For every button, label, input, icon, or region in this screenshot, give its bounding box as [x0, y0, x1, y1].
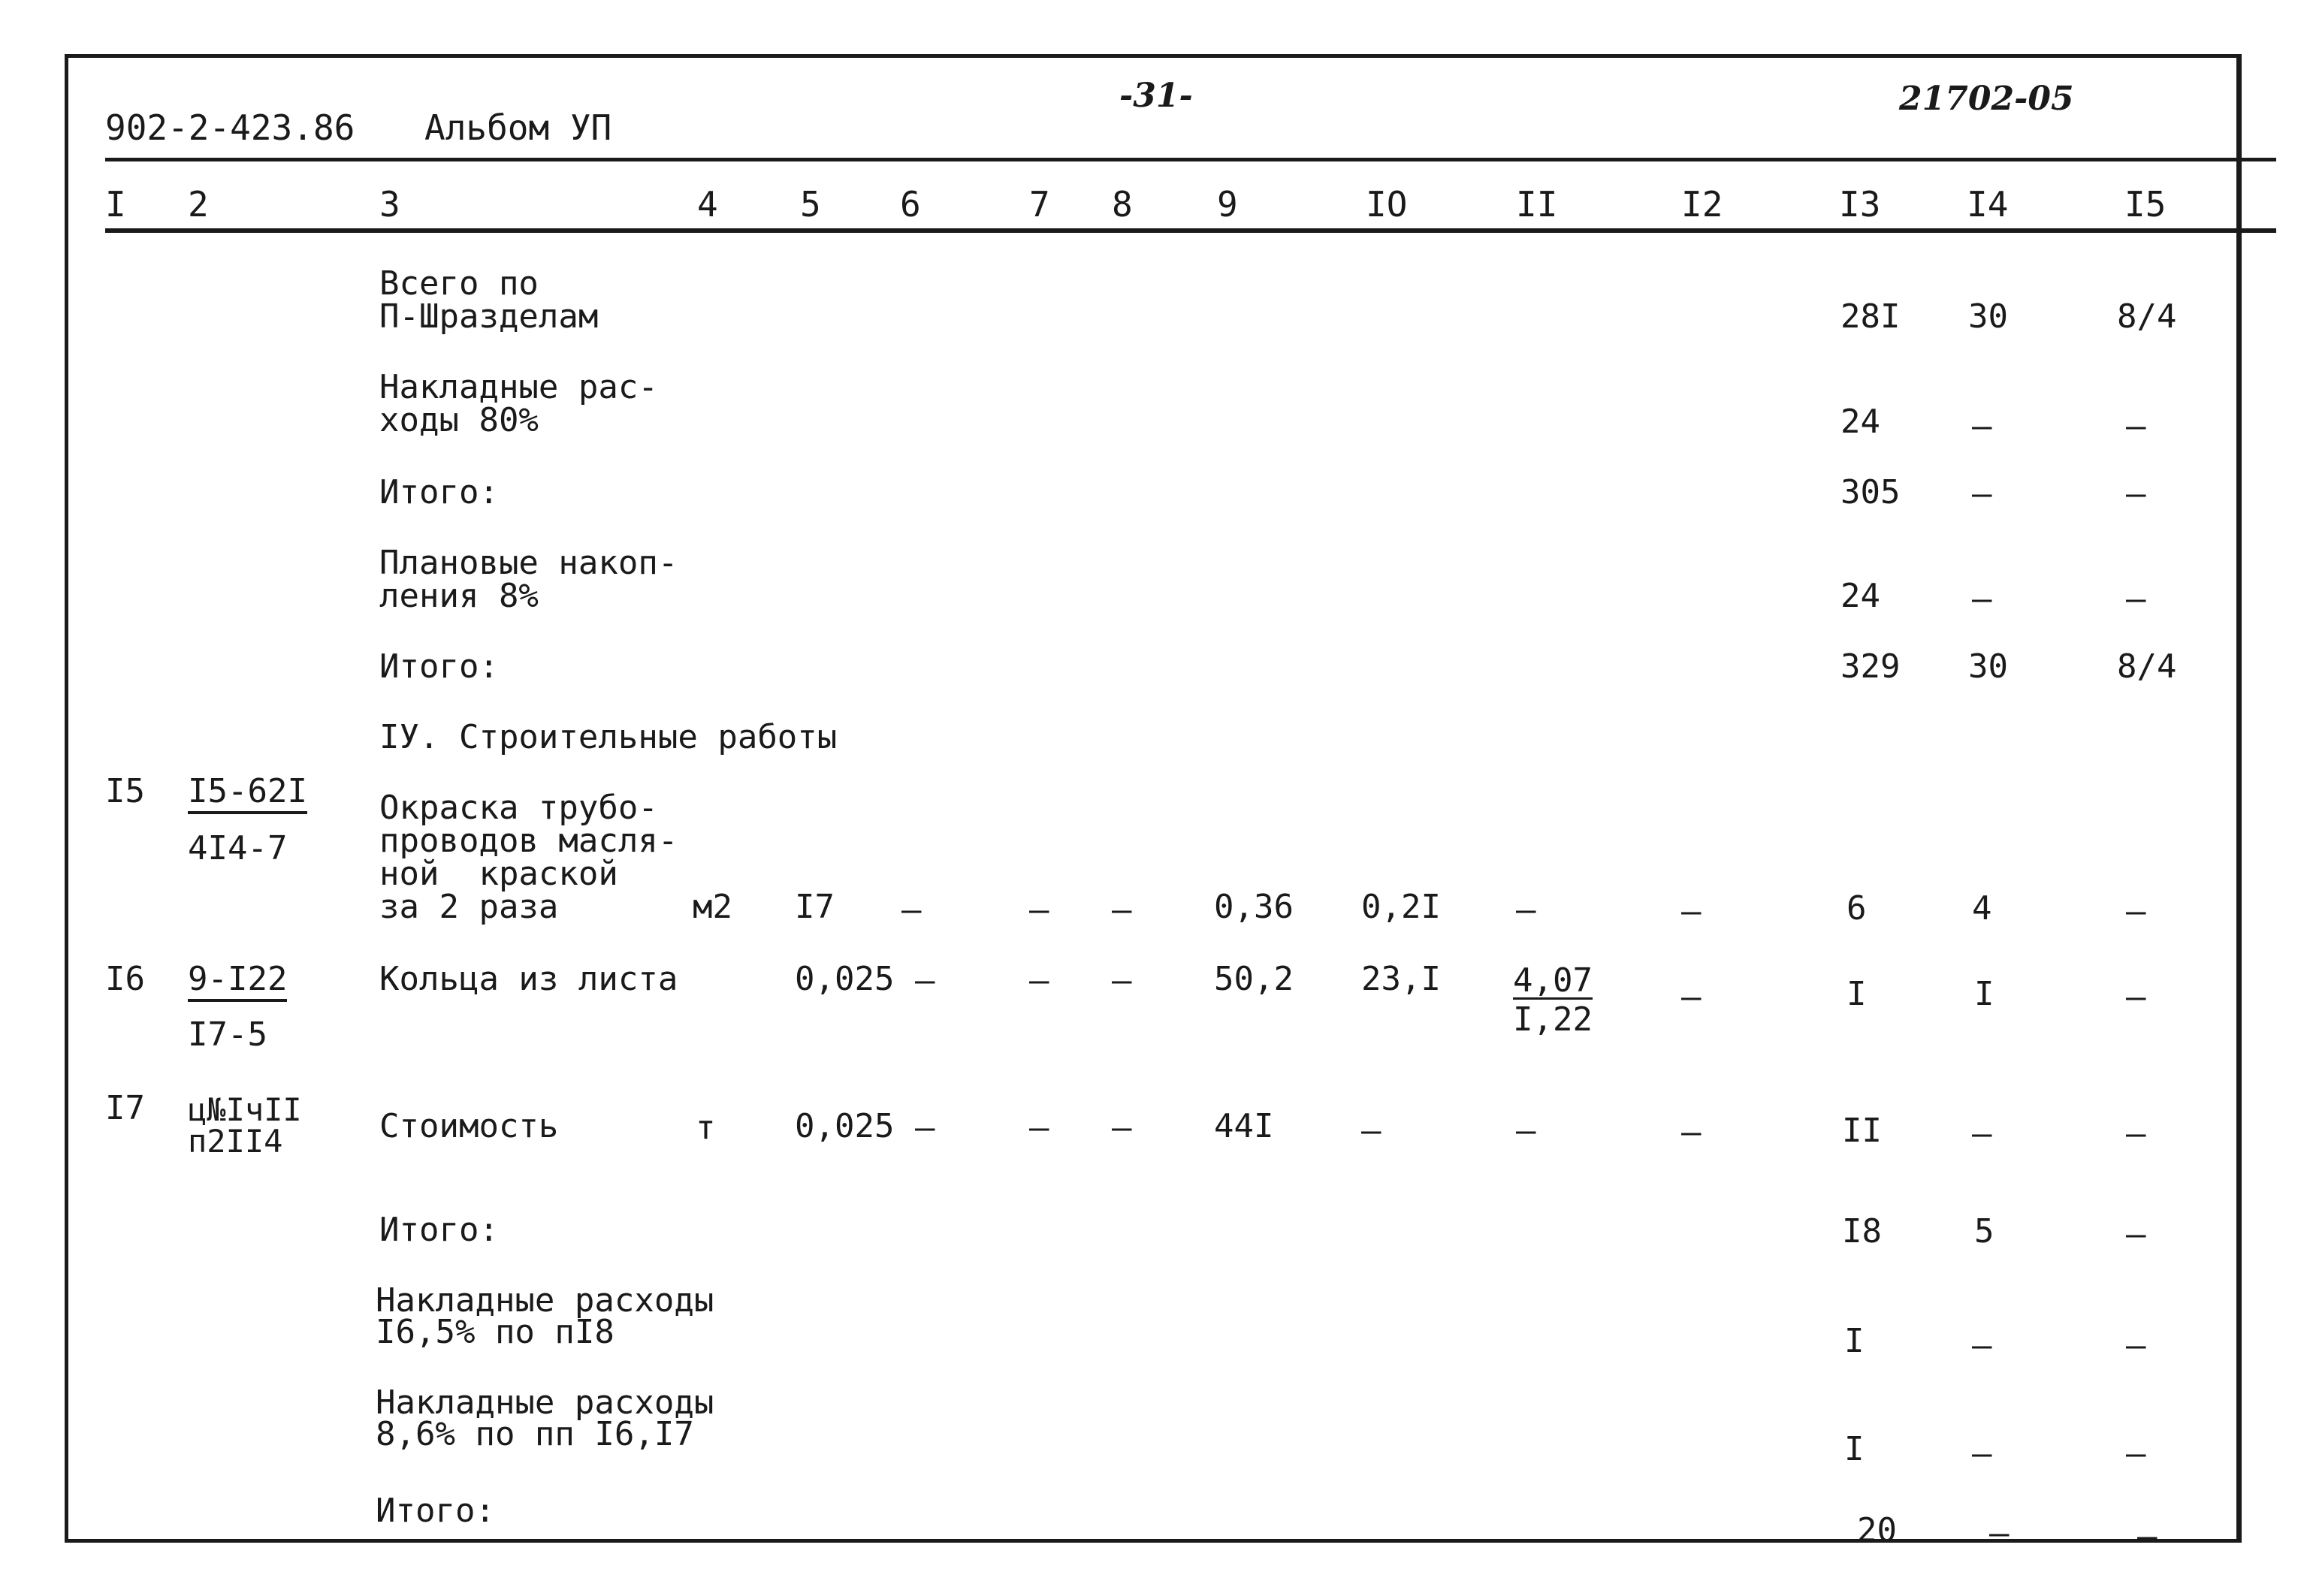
- cell-c11-top: 4,07: [1513, 961, 1593, 1000]
- cell-c15: –: [2126, 407, 2146, 445]
- cell-c13: I: [1844, 1322, 1865, 1360]
- cell-c14: 30: [1968, 647, 2008, 686]
- cell-c13: II: [1842, 1112, 1882, 1150]
- cell-c7: –: [1029, 1109, 1049, 1147]
- cell-c14: –: [1972, 1326, 1992, 1365]
- cell-c4: м2: [693, 888, 732, 926]
- row-label: Окраска трубо-: [379, 789, 658, 827]
- cell-c8: –: [1112, 1109, 1132, 1147]
- cell-c4: т: [696, 1109, 716, 1147]
- cell-c6: –: [901, 891, 922, 929]
- col-header: 6: [900, 184, 921, 225]
- cell-c13: 20: [1857, 1511, 1897, 1549]
- cell-c13: 24: [1840, 577, 1880, 615]
- col-header: 9: [1217, 184, 1238, 225]
- col-header: 8: [1112, 184, 1133, 225]
- col-header: 2: [188, 184, 209, 225]
- cell-c13: I8: [1842, 1212, 1882, 1251]
- cell-c5: 0,025: [795, 1107, 895, 1145]
- page-number: -31-: [1119, 77, 1193, 115]
- cell-c14: I: [1974, 975, 1994, 1013]
- cell-c12: –: [1681, 978, 1702, 1016]
- doc-number: 902-2-423.86: [105, 107, 355, 148]
- col-header: II: [1516, 184, 1558, 225]
- col-header: 5: [800, 184, 821, 225]
- cell-c13: 24: [1840, 403, 1880, 441]
- cell-c6: –: [915, 1109, 935, 1147]
- cell-c13: 6: [1847, 889, 1867, 928]
- cell-c8: –: [1112, 961, 1132, 1000]
- row-label: Всего по: [379, 264, 539, 303]
- cell-c7: –: [1029, 961, 1049, 1000]
- col-header: I2: [1681, 184, 1723, 225]
- row-label: Накладные расходы: [376, 1281, 714, 1320]
- cell-c8: –: [1112, 891, 1132, 929]
- cell-c2-bottom: 4I4-7: [188, 829, 288, 867]
- row-label: Накладные расходы: [376, 1383, 714, 1422]
- cell-c13: 329: [1840, 647, 1901, 686]
- cell-c6: –: [915, 961, 935, 1000]
- cell-c14: –: [1972, 1115, 1992, 1153]
- section-title: IУ. Строительные работы: [379, 718, 838, 756]
- cell-c9: 44I: [1214, 1107, 1274, 1145]
- col-header: 7: [1029, 184, 1050, 225]
- cell-c10: 23,I: [1361, 960, 1441, 998]
- row-label: Итого:: [379, 1211, 499, 1249]
- col-header: IO: [1366, 184, 1408, 225]
- cell-c15: –: [2126, 580, 2146, 618]
- cell-c15: –: [2126, 892, 2146, 931]
- col-header: I4: [1967, 184, 2009, 225]
- cell-c14: –: [1972, 475, 1992, 513]
- row-label: за 2 раза: [379, 888, 559, 926]
- cell-c10: –: [1361, 1112, 1381, 1150]
- document-code: 21702-05: [1899, 80, 2074, 118]
- row-label: ления 8%: [379, 577, 539, 615]
- row-label: проводов масля-: [379, 822, 678, 860]
- cell-c5: 0,025: [795, 960, 895, 998]
- col-header: I3: [1839, 184, 1881, 225]
- cell-c15: –: [2137, 1517, 2158, 1555]
- cell-c2-top: ц№IчII: [188, 1091, 302, 1128]
- row-label: 8,6% по пп I6,I7: [376, 1415, 694, 1453]
- cell-c11-bottom: I,22: [1513, 1000, 1593, 1039]
- row-label: Накладные рас-: [379, 368, 658, 406]
- cell-c1: I5: [105, 772, 145, 810]
- cell-c14: –: [1989, 1514, 2010, 1552]
- col-header: I: [105, 184, 126, 225]
- cell-c11: –: [1516, 891, 1536, 929]
- row-label: Плановые накоп-: [379, 544, 678, 582]
- cell-c15: –: [2126, 1215, 2146, 1254]
- cell-c12: –: [1681, 892, 1702, 931]
- col-header: 4: [697, 184, 718, 225]
- row-label: I6,5% по пI8: [376, 1313, 614, 1351]
- cell-c5: I7: [795, 888, 835, 926]
- row-label: Итого:: [376, 1492, 495, 1530]
- cell-c13: 28I: [1840, 297, 1901, 336]
- cell-c10: 0,2I: [1361, 888, 1441, 926]
- row-label: ной краской: [379, 855, 618, 893]
- row-label: ходы 80%: [379, 401, 539, 439]
- cell-c2-top: 9-I22: [188, 963, 287, 1002]
- cell-c15: –: [2126, 1115, 2146, 1153]
- row-label: Итого:: [379, 647, 499, 686]
- cell-c9: 0,36: [1214, 888, 1294, 926]
- cell-c7: –: [1029, 891, 1049, 929]
- cell-c13: 305: [1840, 473, 1901, 511]
- cell-c15: –: [2126, 475, 2146, 513]
- row-label: Итого:: [379, 473, 499, 511]
- header-rule: [105, 158, 2276, 161]
- cell-c2-bottom: п2II4: [188, 1123, 283, 1160]
- cell-c1: I6: [105, 960, 145, 998]
- row-label: Стоимость: [379, 1107, 559, 1145]
- cell-c13: I: [1847, 975, 1867, 1013]
- cell-c9: 50,2: [1214, 960, 1294, 998]
- cell-c12: –: [1681, 1113, 1702, 1151]
- col-header: I5: [2124, 184, 2167, 225]
- cell-c13: I: [1844, 1430, 1865, 1468]
- cell-c14: –: [1972, 407, 1992, 445]
- cell-c15: –: [2126, 1326, 2146, 1365]
- cell-c2-top: I5-62I: [188, 775, 307, 814]
- cell-c15: –: [2126, 1435, 2146, 1473]
- cell-c2-bottom: I7-5: [188, 1015, 267, 1054]
- cell-c14: 30: [1968, 297, 2008, 336]
- cell-c14: 4: [1972, 889, 1992, 928]
- cell-c14: –: [1972, 580, 1992, 618]
- cell-c14: –: [1972, 1435, 1992, 1473]
- cell-c15: 8/4: [2117, 647, 2177, 686]
- cell-c15: –: [2126, 978, 2146, 1016]
- cell-c14: 5: [1974, 1212, 1994, 1251]
- cell-c11: –: [1516, 1112, 1536, 1150]
- album-label: Альбом УП: [424, 107, 612, 148]
- cell-c15: 8/4: [2117, 297, 2177, 336]
- cell-c1: I7: [105, 1089, 145, 1127]
- row-label: П-Шразделам: [379, 297, 599, 336]
- col-header: 3: [379, 184, 400, 225]
- row-label: Кольца из листа: [379, 960, 678, 998]
- column-header-rule: [105, 228, 2276, 233]
